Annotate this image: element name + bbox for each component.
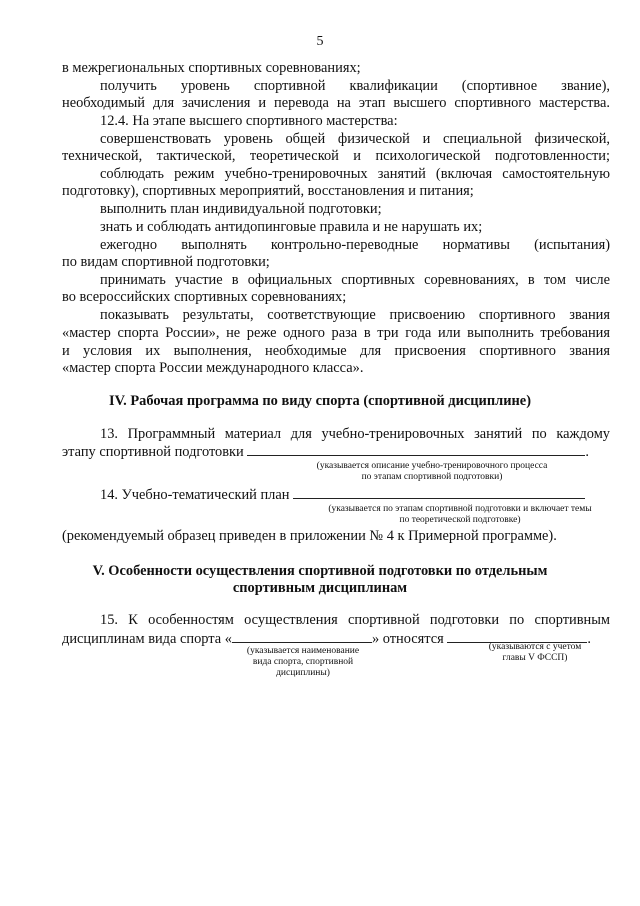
text-line: знать и соблюдать антидопинговые правила и не нарушать их; [100,219,483,235]
text-line: принимать участие в официальных спортивных соревнованиях, в том числе [100,272,610,288]
text-line: (рекомендуемый образец приведен в приложении № 4 к Примерной программе). [62,528,557,544]
field-note: (указывается описание учебно-тренировочного процесса [316,461,548,471]
text-line: получить уровень спортивной квалификации (спортивное звание), [100,78,610,94]
fill-in-blank [247,443,585,456]
text-line: «мастер спорта России», не реже одного раза в три года или выполнить требования [62,325,610,341]
text-line: выполнить план индивидуальной подготовки; [100,201,382,217]
inline-text: дисциплинам вида спорта « [62,631,232,647]
text-line: этапу спортивной подготовки . [62,444,589,460]
text-line: 13. Программный материал для учебно-тренировочных занятий по каждому [100,426,610,442]
field-note: по теоретической подготовке) [399,515,521,525]
field-note: (указывается по этапам спортивной подготовки и включает темы [328,504,592,514]
fill-in-blank [293,486,585,499]
inline-text: 14. Учебно-тематический план [100,487,290,503]
text-line: 15. К особенностям осуществления спортивной подготовки по спортивным [100,612,610,628]
text-line: по видам спортивной подготовки; [62,254,270,270]
text-line: совершенствовать уровень общей физической и специальной физической, [100,131,610,147]
text-line: и условия их выполнения, необходимые для присвоения спортивного звания [62,343,610,359]
field-note: (указывается наименование [246,646,360,656]
inline-text: » относятся [371,631,444,647]
field-note: (указываются с учетом [488,642,582,652]
field-note: дисциплины) [276,668,330,678]
text-line [100,486,610,504]
text-line: «мастер спорта России международного класса». [62,360,364,376]
text-line: в межрегиональных спортивных соревнованиях; [62,60,361,76]
field-note: главы V ФССП) [502,653,568,663]
field-note: по этапам спортивной подготовки) [361,472,503,482]
page-number: 5 [316,34,324,49]
text-line: показывать результаты, соответствующие присвоению спортивного звания [100,307,610,323]
text-line: ежегодно выполнять контрольно-переводные нормативы (испытания) [100,237,610,253]
text-line: 12.4. На этапе высшего спортивного мастерства: [100,113,398,129]
section-heading: IV. Рабочая программа по виду спорта (спортивной дисциплине) [109,393,531,409]
text-line: во всероссийских спортивных соревнованиях; [62,289,347,305]
field-note: вида спорта, спортивной [252,657,354,667]
text-line: дисциплинам вида спорта « » относятся . [62,631,591,647]
text-line: технической, тактической, теоретической и психологической подготовленности; [62,148,610,164]
fill-in-blank [232,630,372,643]
text-line: необходимый для зачисления и перевода на этап высшего спортивного мастерства. [62,95,610,111]
text-line: соблюдать режим учебно-тренировочных занятий (включая самостоятельную [100,166,610,182]
text-line: подготовку), спортивных мероприятий, восстановления и питания; [62,183,474,199]
inline-text: этапу спортивной подготовки [62,444,244,460]
section-heading: V. Особенности осуществления спортивной подготовки по отдельным [92,563,548,579]
section-heading: спортивным дисциплинам [232,580,408,596]
